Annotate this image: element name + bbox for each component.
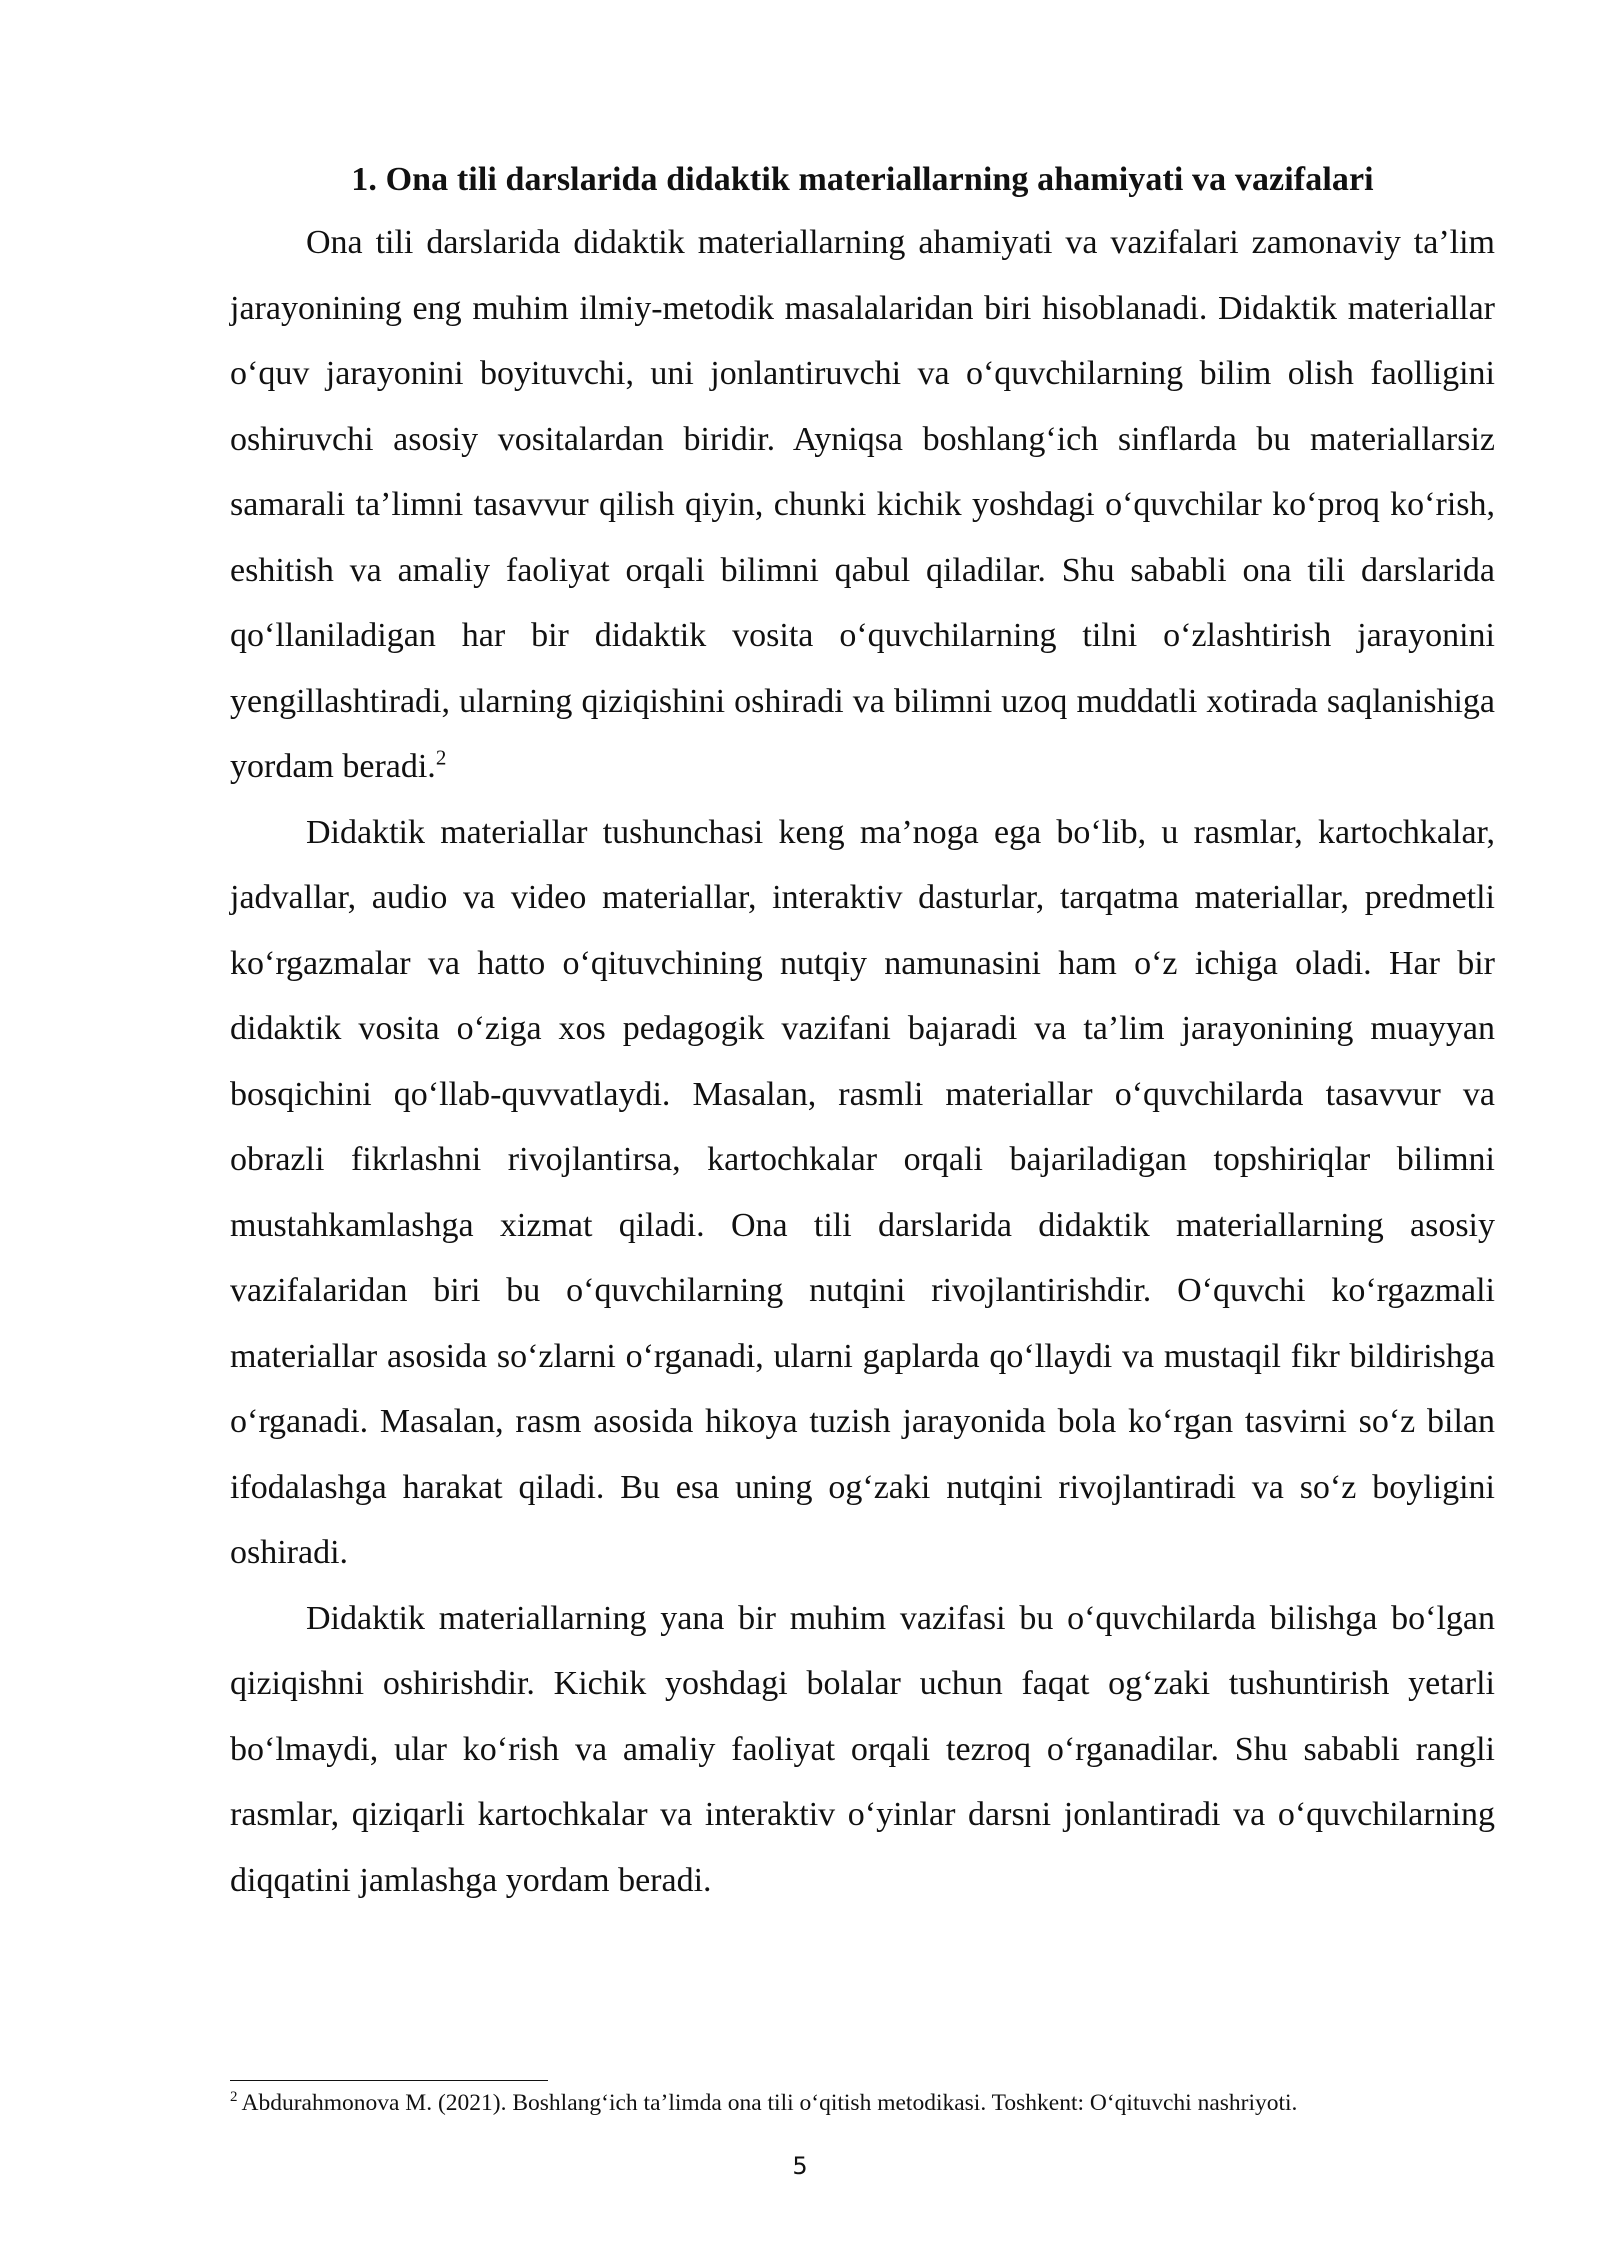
paragraph-3-text: Didaktik materiallarning yana bir muhim vazifasi bu o‘quvchilarda bilishga bo‘lgan qiziqishni oshirishdir. Kichik yoshdagi bolalar uchun faqat og‘zaki tushuntirish yetarli bo‘lmaydi, ular ko‘rish va amaliy faoliyat orqali tezroq o‘rganadilar. Shu sababli rangli rasmlar, qiziqarli kartochkalar va interaktiv o‘yinlar darsni jonlantiradi va o‘quvchilarning diqqatini jamlashga yordam beradi. [230, 1599, 1495, 1899]
paragraph-1-text: Ona tili darslarida didaktik materiallarning ahamiyati va vazifalari zamonaviy ta’lim jarayonining eng muhim ilmiy-metodik masalalaridan biri hisoblanadi. Didaktik materiallar o‘quv jarayonini boyituvchi, uni jonlantiruvchi va o‘quvchilarning bilim olish faolligini oshiruvchi asosiy vositalardan biridir. Ayniqsa boshlang‘ich sinflarda bu materiallarsiz samarali ta’limni tasavvur qilish qiyin, chunki kichik yoshdagi o‘quvchilar ko‘proq ko‘rish, eshitish va amaliy faoliyat orqali bilimni qabul qiladilar. Shu sababli ona tili darslarida qo‘llaniladigan har bir didaktik vosita o‘quvchilarning tilni o‘zlashtirish jarayonini yengillashtiradi, ularning qiziqishini oshiradi va bilimni uzoq muddatli xotirada saqlanishiga yordam beradi. [230, 224, 1495, 785]
page-number: 5 [792, 2152, 808, 2180]
footnote-reference[interactable]: 2 [435, 745, 447, 770]
section-heading: 1. Ona tili darslarida didaktik materiallarning ahamiyati va vazifalari [351, 161, 1374, 198]
page-body [230, 150, 1495, 1913]
footnote [230, 2088, 1495, 2118]
paragraph-2 [230, 800, 1495, 1586]
footnote-text: Abdurahmonova M. (2021). Boshlang‘ich ta’limda ona tili o‘qitish metodikasi. Toshkent: O‘qituvchi nashriyoti. [241, 2090, 1298, 2116]
footnote-marker: 2 [230, 2089, 238, 2106]
paragraph-3 [230, 1586, 1495, 1914]
footnote-separator [230, 2080, 548, 2081]
paragraph-2-text: Didaktik materiallar tushunchasi keng ma’noga ega bo‘lib, u rasmlar, kartochkalar, jadvallar, audio va video materiallar, interaktiv dasturlar, tarqatma materiallar, predmetli ko‘rgazmalar va hatto o‘qituvchining nutqiy namunasini ham o‘z ichiga oladi. Har bir didaktik vosita o‘ziga xos pedagogik vazifani bajaradi va ta’lim jarayonining muayyan bosqichini qo‘llab-quvvatlaydi. Masalan, rasmli materiallar o‘quvchilarda tasavvur va obrazli fikrlashni rivojlantirsa, kartochkalar orqali bajariladigan topshiriqlar bilimni mustahkamlashga xizmat qiladi. Ona tili darslarida didaktik materiallarning asosiy vazifalaridan biri bu o‘quvchilarning nutqini rivojlantirishdir. O‘quvchi ko‘rgazmali materiallar asosida so‘zlarni o‘rganadi, ularni gaplarda qo‘llaydi va mustaqil fikr bildirishga o‘rganadi. Masalan, rasm asosida hikoya tuzish jarayonida bola ko‘rgan tasvirni so‘z bilan ifodalashga harakat qiladi. Bu esa uning og‘zaki nutqini rivojlantiradi va so‘z boyligini oshiradi. [230, 813, 1495, 1571]
paragraph-1 [230, 210, 1495, 800]
